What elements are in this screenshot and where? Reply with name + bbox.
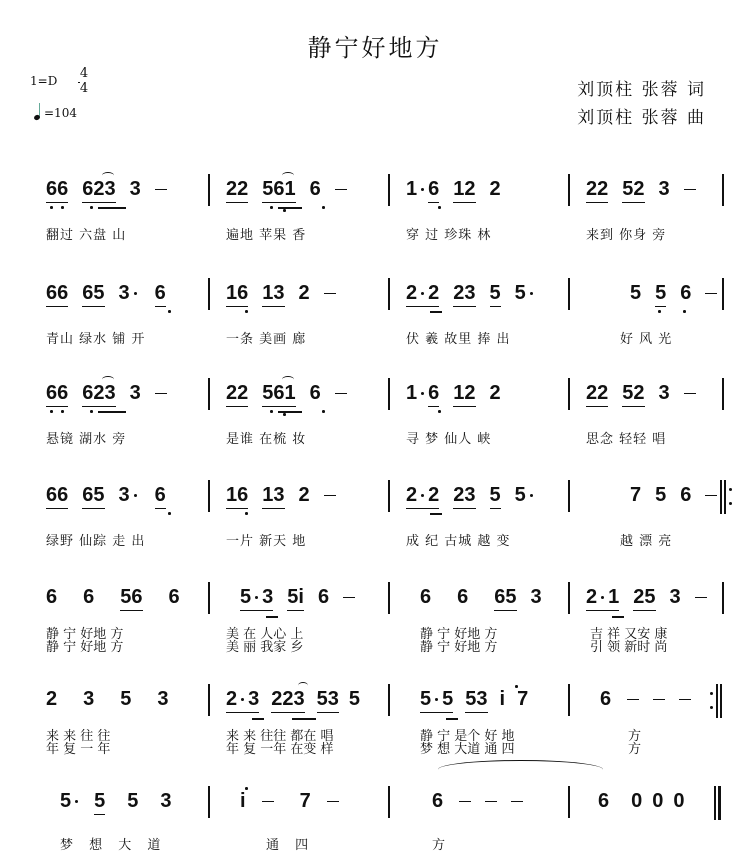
note: 6 <box>168 586 180 608</box>
note: 3 <box>669 586 681 608</box>
dash-extension <box>684 393 696 395</box>
note-group: 65 <box>82 484 104 509</box>
lyrics: 来 来 往往 都在 唱 <box>226 729 334 744</box>
note: 7 <box>299 790 311 812</box>
lyrics: 静 宁 是个 好 地 <box>420 729 515 744</box>
barline <box>722 378 724 410</box>
note: 3 <box>118 484 130 506</box>
note-group: 561 <box>262 382 295 407</box>
note: 6 <box>309 382 321 404</box>
measure-11 <box>406 382 501 407</box>
note: 2 <box>226 688 238 710</box>
barline <box>388 786 390 818</box>
measure-24 <box>600 688 701 711</box>
augmentation-dot <box>530 292 533 295</box>
dash-extension <box>511 801 523 803</box>
note-group: 623 <box>82 178 115 203</box>
lyrics: 吉 祥 又安 康 <box>590 627 668 642</box>
note: 6 <box>309 178 321 200</box>
lower-octave-dot <box>270 410 273 413</box>
lyrics: 美 在 人心 上 <box>226 627 304 642</box>
note-group <box>406 282 439 307</box>
dash-extension <box>335 189 347 191</box>
note-group <box>586 586 619 611</box>
lyrics: 悬镜 湖水 旁 <box>46 432 127 447</box>
note-group: 22 <box>586 178 608 203</box>
note-group: 623 <box>82 382 115 407</box>
note-group: i <box>499 688 506 710</box>
measure-19 <box>420 586 542 611</box>
lower-octave-dot <box>245 512 248 515</box>
augmentation-dot <box>421 188 424 191</box>
barline <box>208 378 210 410</box>
lower-octave-dot <box>438 206 441 209</box>
measure-16 <box>630 484 727 507</box>
lyrics: 青山 绿水 铺 开 <box>46 332 146 347</box>
measure-21 <box>46 688 169 711</box>
note: 6 <box>432 790 444 812</box>
note-group: 66 <box>46 382 68 407</box>
note: 2 <box>586 586 598 608</box>
note: 7 <box>517 688 529 710</box>
note: 2 <box>406 484 418 506</box>
lyrics: 来 来 往 往 <box>46 729 111 744</box>
augmentation-dot <box>75 800 78 803</box>
slur <box>102 172 114 179</box>
upper-octave-dot <box>515 685 518 688</box>
note: =104 <box>44 106 77 120</box>
lower-octave-dot <box>658 310 661 313</box>
measure-1 <box>46 178 177 203</box>
note-group: 53 <box>465 688 487 713</box>
dash-extension <box>627 699 639 701</box>
barline <box>388 582 390 614</box>
dash-extension <box>324 495 336 497</box>
note: 1 <box>608 586 620 608</box>
lyrics: 方 <box>432 838 447 853</box>
note: 5 <box>420 688 432 710</box>
song-title: 静宁好地方 <box>307 34 443 62</box>
time-signature <box>78 66 90 96</box>
note: 2 <box>489 178 501 200</box>
tempo-marking <box>34 104 77 120</box>
note-group: 6 <box>420 586 432 608</box>
dash-extension <box>684 189 696 191</box>
measure-28 <box>598 790 685 813</box>
lyrics: 梦 想 大道 通 四 <box>420 742 515 757</box>
note-group: 5 <box>120 688 132 710</box>
note-group: 13 <box>262 484 284 509</box>
barline <box>208 278 210 310</box>
element <box>718 786 721 820</box>
note-group <box>226 688 259 713</box>
measure-7 <box>406 282 537 307</box>
note-group: 65 <box>82 282 104 307</box>
note-group: 12 <box>453 178 475 203</box>
note: 6 <box>317 586 330 608</box>
double-underline <box>430 513 442 515</box>
lyrics: 思念 轻轻 唱 <box>586 432 667 447</box>
barline <box>568 786 570 818</box>
measure-20 <box>586 586 717 611</box>
measure-22 <box>226 688 360 713</box>
dash-extension <box>705 495 717 497</box>
barline <box>388 684 390 716</box>
note: 4 <box>79 81 89 96</box>
upper-octave-dot <box>245 787 248 790</box>
lower-octave-dot <box>90 206 93 209</box>
dash-extension <box>335 393 347 395</box>
note-group: 6 <box>428 382 439 407</box>
note-group: 5 <box>630 282 642 304</box>
lyrics: 通 四 <box>266 838 310 853</box>
augmentation-dot <box>134 292 137 295</box>
note-group: 5 <box>655 282 666 307</box>
note-group: 23 <box>453 484 475 509</box>
note: 3 <box>248 688 260 710</box>
dash-extension <box>155 393 167 395</box>
note: 3 <box>262 586 274 608</box>
measure-26 <box>240 790 349 813</box>
double-underline <box>292 718 316 720</box>
double-underline <box>430 311 442 313</box>
credits <box>577 76 706 132</box>
double-underline <box>446 718 458 720</box>
augmentation-dot <box>435 698 438 701</box>
note: 3 <box>658 178 670 200</box>
barline <box>208 786 210 818</box>
double-underline <box>612 616 624 618</box>
note-group: 5 <box>94 790 105 815</box>
note: 5 <box>348 688 360 710</box>
note-group <box>420 688 453 713</box>
lyrics-verse-2: 静 宁 好地 方 <box>46 640 124 655</box>
note-group: 66 <box>46 178 68 203</box>
note-group <box>240 586 273 611</box>
lyrics: 来到 你身 旁 <box>586 228 667 243</box>
barline <box>208 582 210 614</box>
note-group: 6 <box>155 282 166 307</box>
measure-10 <box>226 382 357 407</box>
note-group: 5 <box>127 790 139 812</box>
barline <box>388 174 390 206</box>
dash-extension <box>262 801 274 803</box>
note-group: 7 <box>630 484 642 506</box>
note-group: 16 <box>226 282 248 307</box>
lower-octave-dot <box>61 206 64 209</box>
lower-octave-dot <box>270 206 273 209</box>
note-group: 5i <box>287 586 304 611</box>
note: 2 <box>406 282 418 304</box>
note-group <box>406 484 439 509</box>
lyrics: 静 宁 好地 方 <box>420 627 498 642</box>
note-group: 66 <box>46 484 68 509</box>
double-underline <box>266 616 278 618</box>
measure-6 <box>226 282 346 307</box>
lyrics: 梦 想 大 道 <box>60 838 162 853</box>
note-group: 65 <box>494 586 516 611</box>
lyrics: 越 漂 亮 <box>620 534 673 549</box>
note-group: 16 <box>226 484 248 509</box>
barline <box>78 82 80 83</box>
note: 6 <box>680 282 692 304</box>
note: 3 <box>658 382 670 404</box>
dash-extension <box>324 293 336 295</box>
lyrics-verse-1: 静 宁 好地 方 <box>46 627 124 642</box>
note-group: 12 <box>453 382 475 407</box>
lyrics: 寻 梦 仙人 峡 <box>406 432 492 447</box>
lower-octave-dot <box>683 310 686 313</box>
lyrics: 方 <box>628 742 642 757</box>
measure-15 <box>406 484 537 509</box>
lower-octave-dot <box>90 410 93 413</box>
element <box>716 684 718 718</box>
lower-octave-dot <box>438 410 441 413</box>
lower-octave-dot <box>168 310 171 313</box>
augmentation-dot <box>530 494 533 497</box>
measure-5 <box>46 282 180 307</box>
note-group: 56 <box>120 586 142 611</box>
double-underline <box>278 207 302 209</box>
note: 3 <box>160 790 172 812</box>
note: 3 <box>129 178 141 200</box>
lyrics: 伏 羲 故里 捧 出 <box>406 332 511 347</box>
dash-extension <box>459 801 471 803</box>
dash-extension <box>705 293 717 295</box>
barline <box>568 684 570 716</box>
lyrics: 美 丽 我家 乡 <box>226 640 304 655</box>
augmentation-dot <box>255 596 258 599</box>
lyrics: 方 <box>628 729 642 744</box>
note: 5 <box>514 484 526 506</box>
measure-14 <box>226 484 346 509</box>
note: 2 <box>489 382 501 404</box>
lower-octave-dot <box>283 209 286 212</box>
measure-17 <box>46 586 180 611</box>
measure-2 <box>226 178 357 203</box>
note-group: 6 <box>155 484 166 509</box>
note-group: 6 <box>598 790 610 812</box>
augmentation-dot <box>241 698 244 701</box>
note: 5 <box>240 586 252 608</box>
lyrics: 绿野 仙踪 走 出 <box>46 534 146 549</box>
lyrics: 年 复 一年 在变 样 <box>226 742 334 757</box>
lyrics: 成 纪 古城 越 变 <box>406 534 511 549</box>
barline <box>568 174 570 206</box>
note: 2 <box>428 282 440 304</box>
dash-extension <box>327 801 339 803</box>
element <box>720 684 722 718</box>
note-group: 6 <box>83 586 95 608</box>
note-group: 6 <box>428 178 439 203</box>
dash-extension <box>695 597 707 599</box>
slur <box>102 376 114 383</box>
note-group: 2 <box>46 688 58 710</box>
barline <box>388 278 390 310</box>
note: 5 <box>60 790 72 812</box>
augmentation-dot <box>421 392 424 395</box>
note: 3 <box>157 688 169 710</box>
lyricist: 刘顶柱 张蓉 词 <box>577 80 706 100</box>
note: 1 <box>406 178 418 200</box>
element <box>714 786 716 820</box>
barline <box>388 378 390 410</box>
dash-extension <box>155 189 167 191</box>
tie <box>438 760 603 779</box>
note-group: 22 <box>586 382 608 407</box>
note: 5 <box>514 282 526 304</box>
lyrics: 引 领 新时 尚 <box>590 640 668 655</box>
measure-27 <box>432 790 533 813</box>
lyrics: 是谁 在梳 妆 <box>226 432 307 447</box>
barline <box>722 582 724 614</box>
lower-octave-dot <box>322 410 325 413</box>
measure-13 <box>46 484 180 509</box>
element <box>729 488 732 491</box>
note: 6 <box>600 688 612 710</box>
double-underline <box>278 411 302 413</box>
barline <box>208 174 210 206</box>
double-underline <box>98 207 126 209</box>
lyrics: 一片 新天 地 <box>226 534 307 549</box>
note-group: 25 <box>633 586 655 611</box>
note-group: 22 <box>226 178 248 203</box>
quarter-note-icon <box>34 104 42 120</box>
lyrics: 静 宁 好地 方 <box>420 640 498 655</box>
slur <box>298 682 308 689</box>
barline <box>568 278 570 310</box>
measure-4 <box>586 178 706 203</box>
augmentation-dot <box>421 292 424 295</box>
measure-25 <box>60 790 172 815</box>
element <box>710 692 713 695</box>
lower-octave-dot <box>168 512 171 515</box>
dash-extension <box>653 699 665 701</box>
lower-octave-dot <box>50 410 53 413</box>
note: 1 <box>406 382 418 404</box>
note-group: 6 <box>457 586 469 608</box>
note-group: 22 <box>226 382 248 407</box>
lower-octave-dot <box>50 206 53 209</box>
slur <box>282 376 294 383</box>
composer: 刘顶柱 张蓉 曲 <box>577 108 706 128</box>
slur <box>282 172 294 179</box>
element <box>710 706 713 709</box>
note-group: 23 <box>453 282 475 307</box>
augmentation-dot <box>134 494 137 497</box>
lower-octave-dot <box>322 206 325 209</box>
lyrics: 翻过 六盘 山 <box>46 228 127 243</box>
note-group: 13 <box>262 282 284 307</box>
barline <box>568 480 570 512</box>
barline <box>568 582 570 614</box>
barline <box>568 378 570 410</box>
measure-12 <box>586 382 706 407</box>
note: 3 <box>118 282 130 304</box>
barline <box>722 174 724 206</box>
barline <box>208 684 210 716</box>
note-group: 0 <box>652 790 664 812</box>
note: 5 <box>442 688 454 710</box>
note-group: 5 <box>490 282 501 307</box>
element <box>729 502 732 505</box>
dash-extension <box>343 597 355 599</box>
note-group: 53 <box>317 688 339 713</box>
augmentation-dot <box>421 494 424 497</box>
double-underline <box>252 718 264 720</box>
augmentation-dot <box>601 596 604 599</box>
note: 6 <box>680 484 692 506</box>
barline <box>388 480 390 512</box>
note-group: 5 <box>490 484 501 509</box>
measure-9 <box>46 382 177 407</box>
measure-3 <box>406 178 501 203</box>
note-group: 6 <box>46 586 58 608</box>
note-group: 5 <box>655 484 667 506</box>
note: 0 <box>673 790 685 812</box>
lower-octave-dot <box>61 410 64 413</box>
note-group: 52 <box>622 178 644 203</box>
note: 4 <box>79 66 89 81</box>
note: 3 <box>530 586 542 608</box>
dash-extension <box>679 699 691 701</box>
lyrics: 年 复 一 年 <box>46 742 111 757</box>
note-group: 3 <box>83 688 95 710</box>
dash-extension <box>485 801 497 803</box>
note: 2 <box>298 282 310 304</box>
lyrics: 一条 美画 廊 <box>226 332 307 347</box>
note-group: 66 <box>46 282 68 307</box>
measure-23 <box>420 688 528 713</box>
note-group: 0 <box>631 790 643 812</box>
note-group: 52 <box>622 382 644 407</box>
note: i <box>240 790 246 812</box>
barline <box>208 480 210 512</box>
note: 2 <box>428 484 440 506</box>
note-group: 223 <box>271 688 304 713</box>
lower-octave-dot <box>283 413 286 416</box>
lyrics: 穿 过 珍珠 林 <box>406 228 492 243</box>
lyrics: 遍地 苹果 香 <box>226 228 307 243</box>
double-underline <box>98 411 126 413</box>
note: 3 <box>129 382 141 404</box>
key-signature: 1=D <box>30 74 58 88</box>
measure-18 <box>240 586 365 611</box>
note: 2 <box>298 484 310 506</box>
note-group: 561 <box>262 178 295 203</box>
lower-octave-dot <box>245 310 248 313</box>
measure-8 <box>630 282 727 307</box>
lyrics: 好 风 光 <box>620 332 673 347</box>
